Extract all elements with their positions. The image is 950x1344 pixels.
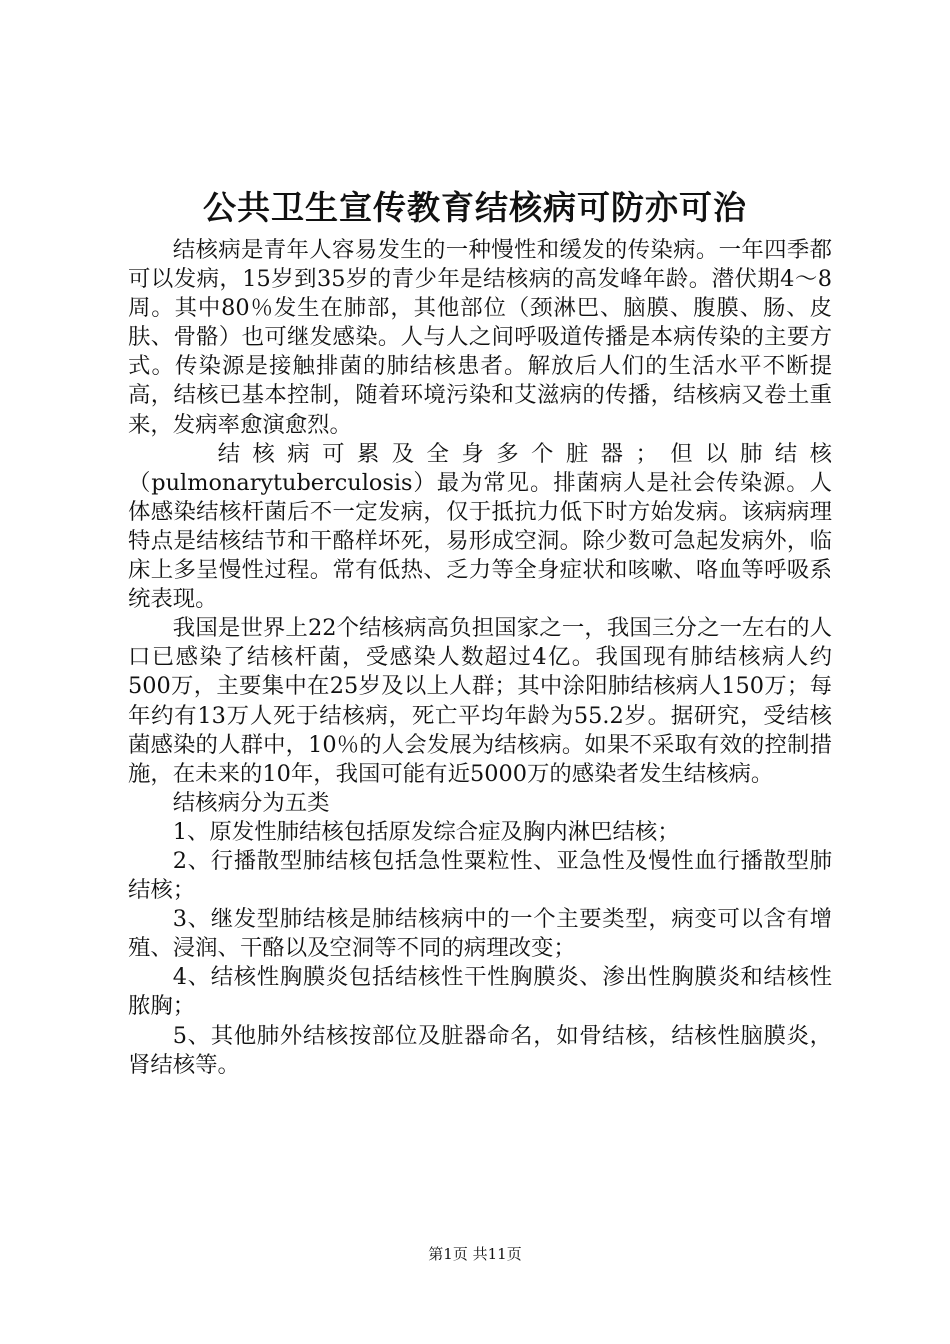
paragraph-intro: 结核病是青年人容易发生的一种慢性和缓发的传染病。一年四季都可以发病，15岁到35岁的青少年是结核病的高发峰年龄。潜伏期4～8周。其中80％发生在肺部，其他部位（颈淋巴、脑膜、腹膜、肠、皮肤、骨骼）也可继发感染。人与人之间呼吸道传播是本病传染的主要方式。传染源是接触排菌的肺结核患者。解放后人们的生活水平不断提高，结核已基本控制，随着环境污染和艾滋病的传播，结核病又卷土重来，发病率愈演愈烈。 (128, 237, 832, 438)
list-item-4: 4、结核性胸膜炎包括结核性干性胸膜炎、渗出性胸膜炎和结核性脓胸； (128, 964, 832, 1020)
list-item-2: 2、行播散型肺结核包括急性粟粒性、亚急性及慢性血行播散型肺结核； (128, 847, 832, 904)
list-item-1: 1、原发性肺结核包括原发综合症及胸内淋巴结核； (172, 818, 680, 845)
document-title: 公共卫生宣传教育结核病可防亦可治 (203, 188, 747, 227)
list-item-3: 3、继发型肺结核是肺结核病中的一个主要类型，病变可以含有增殖、浸润、干酪以及空洞等不同的病理改变； (128, 906, 832, 962)
paragraph-categories-heading: 结核病分为五类 (172, 789, 330, 816)
page-number-footer: 第1页 共11页 (428, 1245, 522, 1263)
document-body (128, 236, 832, 1080)
paragraph-statistics: 我国是世界上22个结核病高负担国家之一，我国三分之一左右的人口已感染了结核杆菌，受感染人数超过4亿。我国现有肺结核病人约500万，主要集中在25岁及以上人群；其中涂阳肺结核病人150万；每年约有13万人死于结核病，死亡平均年龄为55.2岁。据研究，受结核菌感染的人群中，10％的人会发展为结核病。如果不采取有效的控制措施，在未来的10年，我国可能有近5000万的感染者发生结核病。 (128, 615, 832, 787)
paragraph-organs: 结核病可累及全身多个脏器；但以肺结核（pulmonarytuberculosis）最为常见。排菌病人是社会传染源。人体感染结核杆菌后不一定发病，仅于抵抗力低下时方始发病。该病病理特点是结核结节和干酪样坏死，易形成空洞。除少数可急起发病外，临床上多呈慢性过程。常有低热、乏力等全身症状和咳嗽、咯血等呼吸系统表现。 (128, 440, 832, 613)
list-item-5: 5、其他肺外结核按部位及脏器命名，如骨结核，结核性脑膜炎，肾结核等。 (128, 1022, 832, 1078)
